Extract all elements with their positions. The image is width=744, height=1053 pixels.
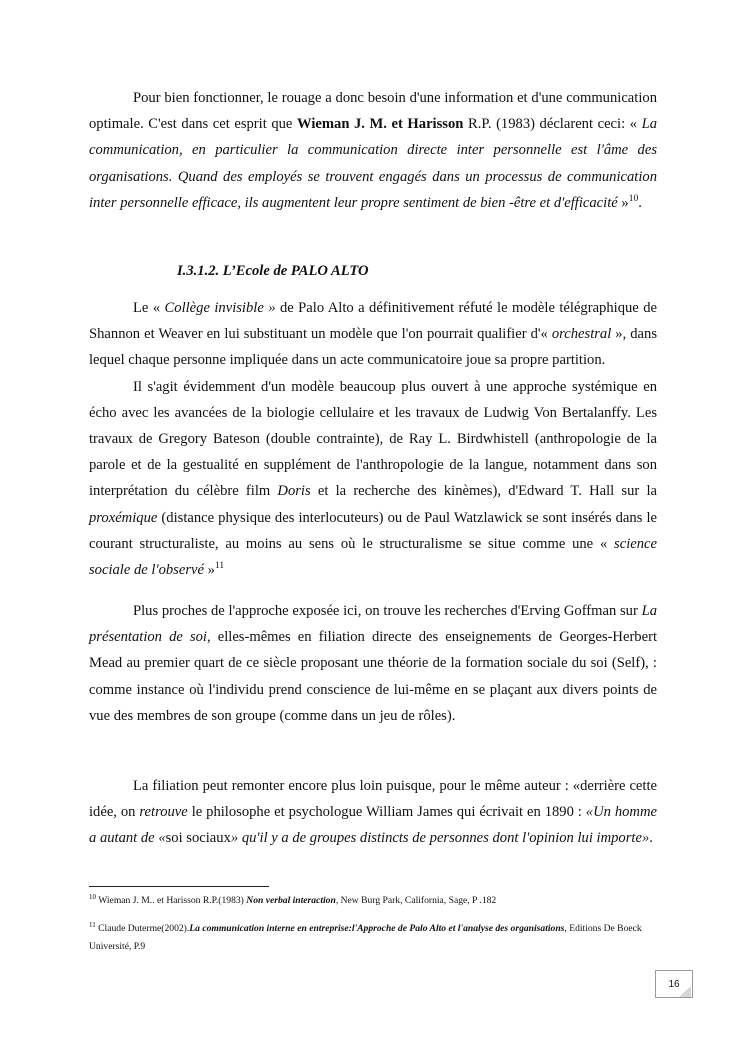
footnote-text: Claude Duterme(2002). [95, 923, 190, 934]
paragraph-text: (distance physique des interlocuteurs) ou de Paul Watzlawick se sont insérés dans le courant structuraliste, au moins au sens où le structuralisme se situe comme une « [89, 509, 657, 552]
footnote-11 [89, 920, 649, 956]
footnote-text: , Editions De Boeck Université, P.9 [89, 923, 642, 952]
page-number: 16 [655, 970, 693, 998]
footnote-text: Wieman J. M.. et Harisson R.P.(1983) [96, 895, 247, 906]
footnote-title: La communication interne en entreprise:l'Approche de Palo Alto et l'analyse des organisations [189, 923, 565, 934]
footnote-separator [89, 886, 269, 887]
section-heading: I.3.1.2. L’Ecole de PALO ALTO [177, 263, 369, 279]
paragraph-text: Il s'agit évidemment d'un modèle beaucoup plus ouvert à une approche systémique en écho avec les avancées de la biologie cellulaire et les travaux de Ludwig Von Bertalanffy. Les travaux de Gregory Bateson (double contrainte), de Ray L. Birdwhistell (anthropologie de la parole et de la gestualité en supplément de l'anthropologie de la langue, notamment dans son interprétation du célèbre film [89, 378, 657, 500]
quotation: La communication, en particulier la communication directe inter personnelle est l'âme des organisations. Quand des employés se trouvent engagés dans un processus de communication inter personnelle efficace, ils augmentent leur propre sentiment de bien -être et d'efficacité [89, 116, 658, 211]
paragraph-text: R.P. (1983) déclarent ceci: « [463, 116, 642, 133]
paragraph-text: Pour bien fonctionner, le rouage a donc besoin d'une information et d'une communication optimale. C'est dans cet esprit que [89, 90, 657, 133]
paragraph-text: . [649, 830, 653, 847]
paragraph-text: La filiation peut remonter encore plus loin puisque, pour le même auteur : «derrière cette idée, on [89, 778, 657, 821]
paragraph-james [89, 773, 657, 852]
footnote-10 [89, 892, 649, 910]
italic-term: orchestral [551, 326, 612, 343]
page-curl-decoration [679, 986, 691, 997]
quotation: » qu'il y a de groupes distincts de personnes dont l'opinion lui importe» [230, 830, 650, 847]
footnote-number: 11 [89, 921, 96, 929]
paragraph-communication [89, 85, 657, 216]
paragraph-text: de Palo Alto a définitivement réfuté le modèle télégraphique de Shannon et Weaver en lui substituant un modèle que l'on pourrait qualifier d'« [89, 300, 657, 343]
footnote-text: , New Burg Park, California, Sage, P .182 [335, 895, 497, 906]
paragraph-text: le philosophe et psychologue William James qui écrivait en 1890 : [187, 804, 586, 821]
paragraph-text: Plus proches de l'approche exposée ici, on trouve les recherches d'Erving Goffman sur [133, 603, 642, 619]
paragraph-text: , elles-mêmes en filiation directe des enseignements de Georges-Herbert Mead au premier quart de ce siècle proposant une théorie de la formation sociale du soi (Self), : comme instance où l'individu prend conscience de lui-même en se plaçant aux divers points de vue des membres de son groupe (comme dans un jeu de rôles). [89, 629, 657, 724]
quotation: «Un homme a autant de « [89, 804, 657, 847]
italic-term: proxémique [89, 509, 158, 526]
paragraph-palo-alto [89, 295, 657, 583]
paragraph-text: . [638, 194, 642, 211]
italic-title: La présentation de soi [89, 603, 657, 646]
footnote-ref-10[interactable]: 10 [628, 193, 639, 204]
footnote-number: 10 [89, 893, 96, 901]
italic-term: retrouve [139, 804, 188, 821]
paragraph-text: et la recherche des kinèmes), d'Edward T. Hall sur la [310, 483, 657, 500]
italic-term: science sociale de l'observé [89, 535, 657, 579]
paragraph-text: » [617, 194, 629, 211]
paragraph-goffman [89, 598, 657, 729]
paragraph-text: Le « [133, 300, 165, 316]
footnote-ref-11[interactable]: 11 [214, 561, 225, 572]
paragraph-text: » [203, 562, 215, 579]
paragraph-text: soi sociaux [165, 830, 231, 847]
paragraph-text: », dans lequel chaque personne impliquée dans un acte communicatoire joue sa propre partition. [89, 326, 657, 369]
italic-term: Collège invisible » [164, 300, 276, 316]
footnote-title: Non verbal interaction [246, 895, 336, 906]
cited-authors: Wieman J. M. et Harisson [297, 116, 464, 133]
italic-term: Doris [277, 483, 311, 500]
